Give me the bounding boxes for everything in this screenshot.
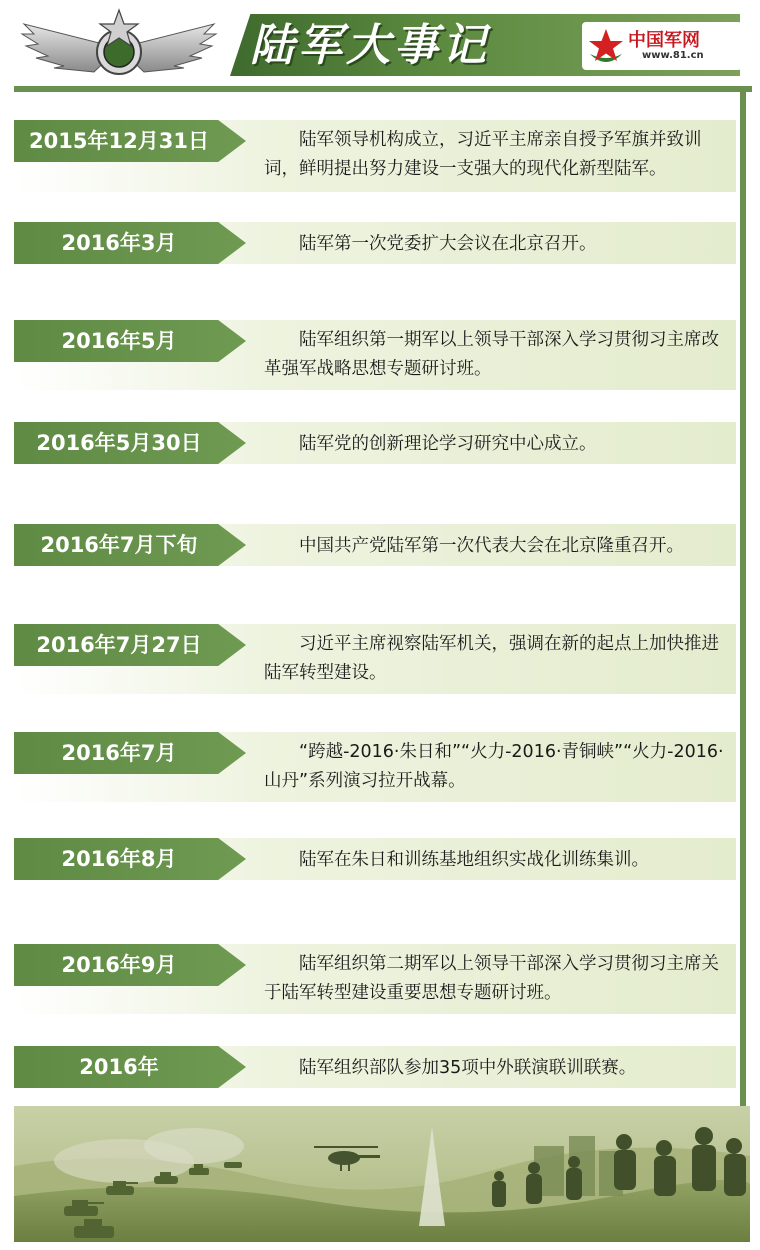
- logo-url: www.81.cn: [642, 50, 704, 61]
- timeline-row: [14, 422, 736, 464]
- page-title: 陆军大事记: [250, 20, 490, 71]
- event-date: 2016年8月: [61, 847, 177, 871]
- event-date: 2016年: [79, 1055, 159, 1079]
- event-date: 2016年5月30日: [36, 431, 202, 455]
- timeline-row: [14, 838, 736, 880]
- event-description: 陆军组织第一期军以上领导干部深入学习贯彻习主席改革强军战略思想专题研讨班。: [264, 330, 719, 379]
- timeline-row: [14, 222, 736, 264]
- timeline-row: [14, 524, 736, 566]
- event-description: 陆军党的创新理论学习研究中心成立。: [299, 434, 597, 454]
- event-description: “跨越-2016·朱日和”“火力-2016·青铜峡”“火力-2016·山丹”系列演习拉开战幕。: [264, 742, 724, 791]
- event-description: 陆军组织第二期军以上领导干部深入学习贯彻习主席关于陆军转型建设重要思想专题研讨班。: [264, 954, 719, 1003]
- event-date: 2016年7月27日: [36, 633, 202, 657]
- scene-illustration: [14, 1106, 750, 1242]
- timeline-row: [14, 732, 736, 802]
- logo-name: 中国军网: [628, 30, 700, 51]
- event-date: 2016年3月: [61, 231, 177, 255]
- timeline-row: [14, 120, 736, 192]
- event-description: 陆军第一次党委扩大会议在北京召开。: [299, 234, 597, 254]
- timeline-row: [14, 624, 736, 694]
- red-star-icon: [586, 26, 626, 66]
- event-date: 2015年12月31日: [29, 129, 209, 153]
- event-date: 2016年9月: [61, 953, 177, 977]
- site-logo[interactable]: [582, 22, 742, 70]
- event-description: 陆军领导机构成立，习近平主席亲自授予军旗并致训词，鲜明提出努力建设一支强大的现代化新型陆军。: [264, 130, 702, 179]
- event-description: 习近平主席视察陆军机关，强调在新的起点上加快推进陆军转型建设。: [264, 634, 719, 683]
- header: [0, 0, 760, 92]
- timeline-row: [14, 1046, 736, 1088]
- event-description: 陆军组织部队参加35项中外联演联训联赛。: [299, 1058, 637, 1078]
- event-description: 陆军在朱日和训练基地组织实战化训练集训。: [299, 850, 649, 870]
- timeline-row: [14, 320, 736, 390]
- event-description: 中国共产党陆军第一次代表大会在北京隆重召开。: [299, 536, 684, 556]
- event-date: 2016年7月: [61, 741, 177, 765]
- event-date: 2016年7月下旬: [40, 533, 198, 557]
- timeline-row: [14, 944, 736, 1014]
- military-scene-image: [14, 1106, 750, 1242]
- army-emblem-icon: [14, 8, 224, 86]
- event-date: 2016年5月: [61, 329, 177, 353]
